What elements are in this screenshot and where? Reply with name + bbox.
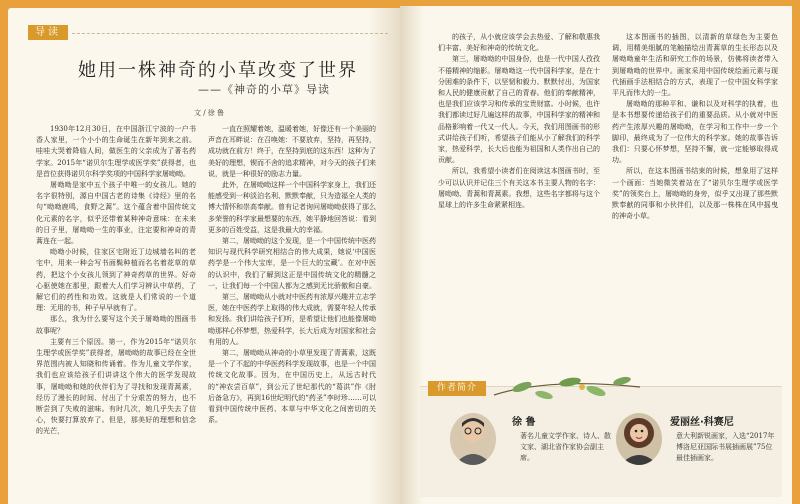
left-column-1 (36, 124, 196, 499)
article-subtitle: ——《神奇的小草》导读 (198, 83, 330, 96)
right-column-1 (438, 32, 600, 372)
author2-bio: 意大利新锐画家，入选“2017年博洛尼亚国际书展插画展”75位最佳插画家。 (676, 432, 775, 462)
paragraph: 主要有三个原因。第一，作为2015年“诺贝尔生理学或医学奖”获得者，屠呦呦的故事已经在全世界范围内被人知晓和传诵着。作为儿童文学作家，我们也应该给孩子们讲讲这个伟大的医学发现故事，屠呦呦和她的伙伴们为了寻找和发现青蒿素，经历了漫长的时间、付出了十分艰苦的努力，也不断尝到了失败的滋味。有时几次，她几乎失去了信心，快要打算放弃了。但是，那美好的理想和信念的光芒， (36, 337, 196, 436)
author2-avatar (616, 413, 662, 465)
paragraph: 的孩子，从小就应该学会去热爱、了解和敬惠我们丰富、美好和神奇的传统文化。 (438, 33, 600, 53)
leaf-branch-icon (492, 373, 642, 405)
paragraph: 第二，屠呦呦的这个发现，是一个中国传统中医药知识与现代科学研究相结合的伟大成果，她说‘中国医药学是一个伟大宝库，是一个巨大的宝藏’。在对中医的认识中，我们了解到这正是中国传统文化的精髓之一，让我们每一个中国人都为之感到无比骄傲和自豪。 (208, 237, 376, 290)
right-page (400, 6, 792, 504)
left-column-2 (208, 124, 376, 499)
paragraph: 所以，在这本图画书结束的时候，想象用了这样一个画面：当她微笑着站在了“诺贝尔生理学或医学奖”的领奖台上，屠呦呦的身旁，似乎又出现了那些默默奉献的同事和小伙伴们，以及那一株株在风中摇曳的神奇小草。 (612, 167, 778, 221)
paragraph: 那么，我为什么要写这个关于屠呦呦的图画书故事呢？ (36, 315, 196, 335)
right-column-2 (612, 32, 778, 372)
article-title: 她用一株神奇的小草改变了世界 (78, 60, 358, 81)
paragraph: 此外，在屠呦呦这样一个中国科学家身上，我们还能感受到一种淡泊名利、默默奉献，只为造福全人类的博大情怀和崇高奉献。曾有记者询问屠呦呦获得了那么多荣誉的科学家最想要的东西，她平静地回答说：看到更多的百姓受益，这是我最大的幸福。 (208, 181, 376, 234)
author1-name: 徐 鲁 (512, 417, 536, 428)
paragraph: 屠呦呦的那种平和、谦和以及对科学的执着，也是本书想要传递给孩子们的重要品质。从小就对中医药产生浓厚兴趣的屠呦呦，在学习和工作中一步一个脚印，最终成为了一位伟大的科学家。她的故事告诉我们：只要心怀梦想，坚持不懈，就一定能够取得成功。 (612, 100, 778, 165)
section-tag-guide: 导读 (28, 25, 68, 40)
paragraph: 1930年12月30日，在中国浙江宁波的一户书香人家里，一个小小的生命诞生在新年到来之前。哇哇大哭着降临人间，做医生的父亲成为了著名药学家。2015年“诺贝尔生理学或医学奖”获得者，也是首位获得诺贝尔科学奖项的中国科学家屠呦呦。 (36, 125, 196, 178)
article-author: 文 / 徐 鲁 (194, 109, 225, 117)
paragraph: 一直在照耀着她，温暖着她，好像还有一个美丽的声音在耳畔说：在召唤她：不要放弃，坚持，再坚持，成功就在前方！终于，在坚持到底的这东西！这种为了美好的理想，锲而不舍的追求精神，对今天的孩子们来说，就是一种很好的励志力量。 (208, 125, 376, 178)
left-page (8, 8, 400, 504)
author1-avatar (450, 413, 496, 465)
author-intro-tag: 作者简介 (428, 381, 486, 396)
paragraph: 屠呦呦是家中五个孩子中唯一的女孩儿。她的名字很特别，源自中国古老的诗集《诗经》里的名句“呦呦鹿鸣，食野之蒿”。这个蕴含着中国传统文化元素的名字，似乎还带着某种神奇意味：在未来的日子里，屠呦呦一生的事业，注定要和神奇的青蒿连在一起。 (36, 181, 196, 246)
paragraph: 第三，屠呦呦的中国身份，也是一代中国人孜孜不倦精神的缩影。屠呦呦这一代中国科学家，是在十分困难的条件下，以坚韧和毅力、默默付出，为国家和人民的健康贡献了自己的青春。他们的奉献精神，也是我们应该学习和传承的宝贵财富。小时候，也许我们都读过好几遍这样的故事，中国科学家的精神和品格影响着一代又一代人。今天，我们用图画书的形式讲给孩子们听，希望孩子们能从小了解我们的科学家，热爱科学，长大后也能为祖国和人类作出自己的贡献。 (438, 55, 600, 165)
author-intro-box (420, 383, 782, 497)
paragraph: 呦呦小时候，住家区宅附近丁边城墙名叫的老宅中，用来一种会写书面鬓种植而名名着花草的草药，把这个小女孩儿领到了神奇药草的世界。好奇心驱使她在那里，跟着大人们学习辨认中草药，了解它们的药性和功效。这就是人们常说的一个道理：无用的书，种子早早就有了。 (36, 248, 196, 313)
author1-bio: 著名儿童文学作家、诗人、散文家、湖北省作家协会副主席。 (520, 432, 611, 462)
paragraph: 所以，我希望小读者们在阅读这本图画书时，至少可以认识并记住三个有关这本书主要人物的名字：屠呦呦、青蒿和青蒿素。我想，这些名字都将与这个星球上的许多生命紧紧相连。 (438, 167, 600, 210)
paragraph: 第二，屠呦呦从神奇的小草里发现了青蒿素，这既是一个了不起的中华医药科学发现故事，也是一个中国传统文化故事。因为，在中国历史上，从远古时代的“神农尝百草”，到公元了世纪那代的“葛洪”作《肘后备急方》，再到16世纪明代的“药圣”李时珍……可以看到中国传统中医药、本草与中华文化之间密切的关系。 (208, 349, 376, 425)
paragraph: 这本图画书的插图，以清新的草绿色为主要色调，用精美细腻的笔触描绘出青蒿草的生长形态以及屠呦呦童年生活和研究工作的场景，仿佛将读者带入到屠呦呦的世界中。画家采用中国传统绘画元素与现代插画手法相结合的方式，表现了一位中国女科学家平凡而伟大的一生。 (612, 33, 778, 98)
dashed-divider (72, 33, 388, 34)
paragraph: 第三，屠呦呦从小就对中医药有浓厚兴趣并立志学医，她在中医药学上取得的伟大成就，需要年轻人传承和发扬。我们讲给孩子们听，是希望让他们也能像屠呦呦那样心怀梦想，热爱科学，长大后成为对国家和社会有用的人。 (208, 293, 376, 346)
author2-name: 爱丽丝·科赛尼 (670, 417, 734, 428)
